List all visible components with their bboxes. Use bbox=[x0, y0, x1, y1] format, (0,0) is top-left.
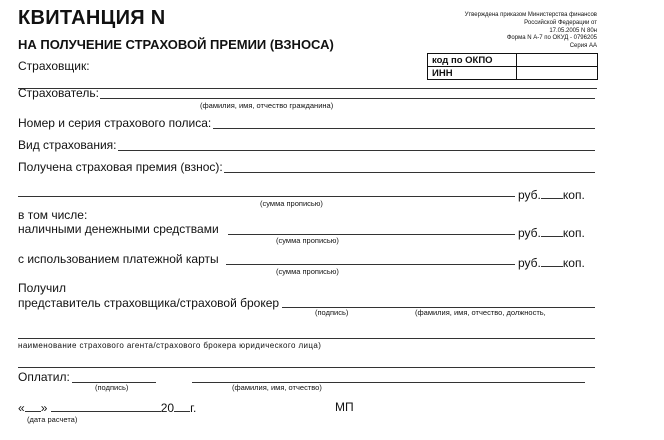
card-rub-kop bbox=[518, 255, 585, 270]
paid-label: Оплатил: bbox=[18, 370, 70, 384]
payer-name-hint: (фамилия, имя, отчество) bbox=[232, 383, 322, 392]
approval-line: 17.05.2005 N 80н bbox=[549, 27, 597, 34]
kop-label: коп. bbox=[562, 188, 585, 202]
card-field[interactable] bbox=[226, 264, 515, 265]
rub-label: руб. bbox=[518, 226, 541, 240]
policyholder-field[interactable] bbox=[100, 98, 595, 99]
name-position-hint: (фамилия, имя, отчество, должность, bbox=[415, 308, 546, 317]
inn-label: ИНН bbox=[428, 67, 517, 80]
kop-field[interactable] bbox=[541, 255, 563, 267]
sum-rub-kop bbox=[518, 187, 585, 202]
card-label: с использованием платежной карты bbox=[18, 252, 219, 266]
including-label: в том числе: bbox=[18, 208, 88, 222]
insurance-type-field[interactable] bbox=[118, 150, 595, 151]
cash-hint: (сумма прописью) bbox=[276, 236, 339, 245]
policyholder-label: Страхователь: bbox=[18, 86, 99, 100]
payer-signature-hint: (подпись) bbox=[95, 383, 129, 392]
month-field[interactable] bbox=[51, 400, 161, 412]
year-prefix: 20 bbox=[160, 401, 175, 415]
kop-field[interactable] bbox=[541, 187, 563, 199]
kop-field[interactable] bbox=[541, 225, 563, 237]
agent-name-field[interactable] bbox=[18, 338, 595, 339]
approval-note bbox=[465, 12, 597, 51]
date-field bbox=[18, 400, 196, 415]
codes-table bbox=[427, 53, 598, 80]
year-field[interactable] bbox=[174, 400, 190, 412]
cash-rub-kop bbox=[518, 225, 585, 240]
signature-hint: (подпись) bbox=[315, 308, 349, 317]
kop-label: коп. bbox=[562, 256, 585, 270]
insurer-label: Страховщик: bbox=[18, 59, 90, 73]
approval-line: Форма N А-7 по ОКУД - 0796205 bbox=[506, 35, 597, 42]
sum-words-field[interactable] bbox=[18, 196, 515, 197]
approval-line: Утверждена приказом Министерства финансов bbox=[464, 12, 597, 18]
date-hint: (дата расчета) bbox=[27, 415, 78, 424]
okpo-label: код по ОКПО bbox=[428, 54, 517, 67]
approval-line: Серия АА bbox=[569, 43, 597, 50]
card-hint: (сумма прописью) bbox=[276, 267, 339, 276]
rub-label: руб. bbox=[518, 256, 541, 270]
form-title: КВИТАНЦИЯ N bbox=[18, 7, 166, 29]
policy-number-label: Номер и серия страхового полиса: bbox=[18, 116, 212, 130]
quote-close: » bbox=[40, 401, 48, 415]
cash-label: наличными денежными средствами bbox=[18, 222, 219, 236]
cash-field[interactable] bbox=[228, 234, 515, 235]
okpo-field[interactable] bbox=[517, 54, 598, 67]
form-subtitle: НА ПОЛУЧЕНИЕ СТРАХОВОЙ ПРЕМИИ (ВЗНОСА) bbox=[18, 37, 334, 52]
premium-field[interactable] bbox=[224, 172, 595, 173]
insurer-field[interactable] bbox=[18, 88, 597, 89]
inn-field[interactable] bbox=[517, 67, 598, 80]
approval-line: Российской Федерации от bbox=[524, 19, 597, 26]
extra-line[interactable] bbox=[18, 367, 595, 368]
policy-number-field[interactable] bbox=[213, 128, 595, 129]
received-label: Получил bbox=[18, 281, 66, 295]
year-suffix: г. bbox=[190, 401, 197, 415]
agent-name-hint: наименование страхового агента/страхового брокера юридического лица) bbox=[18, 341, 322, 350]
representative-label: представитель страховщика/страховой брокер bbox=[18, 296, 280, 310]
quote-open: « bbox=[18, 401, 25, 415]
sum-words-hint: (сумма прописью) bbox=[260, 199, 323, 208]
rub-label: руб. bbox=[518, 188, 541, 202]
kop-label: коп. bbox=[562, 226, 585, 240]
day-field[interactable] bbox=[25, 400, 41, 412]
stamp-label: МП bbox=[335, 400, 354, 414]
premium-label: Получена страховая премия (взнос): bbox=[18, 160, 223, 174]
policyholder-hint: (фамилия, имя, отчество гражданина) bbox=[200, 101, 334, 110]
insurance-type-label: Вид страхования: bbox=[18, 138, 117, 152]
